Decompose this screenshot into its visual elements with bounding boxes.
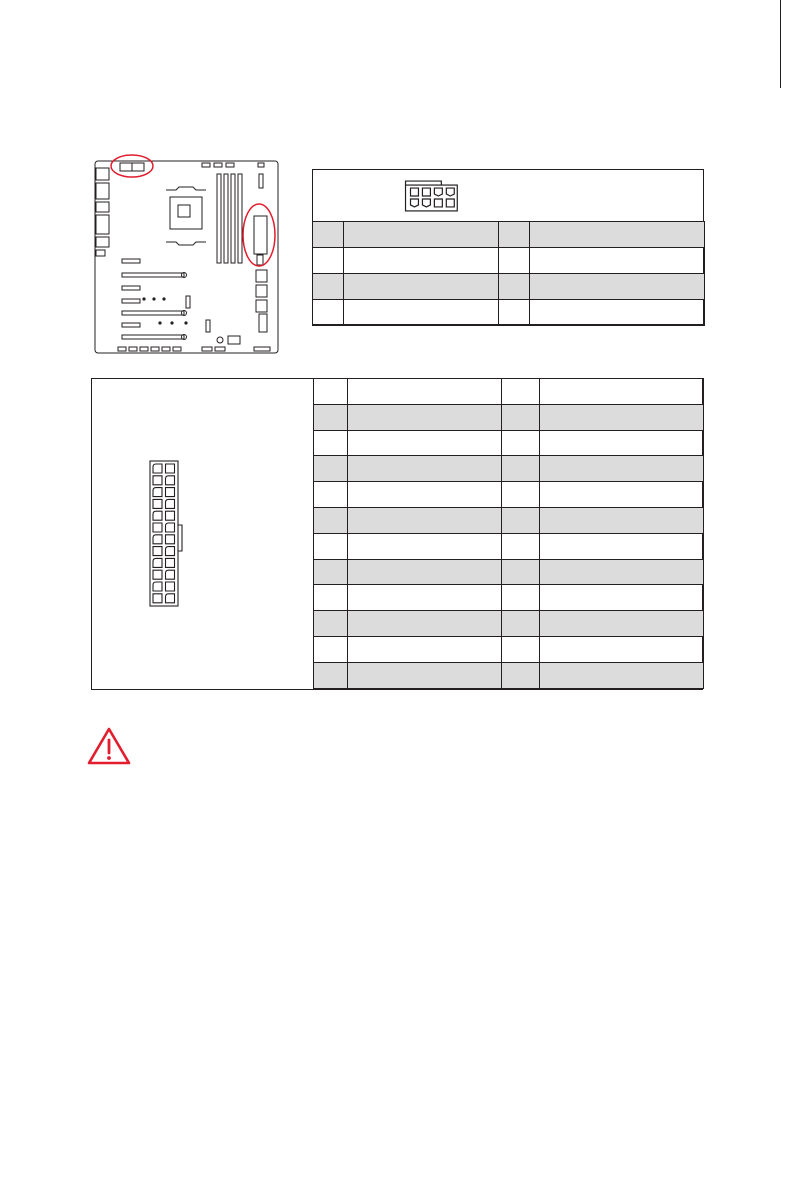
signal-name — [540, 559, 704, 585]
signal-name — [348, 533, 502, 559]
signal-name — [540, 507, 704, 533]
connector-pin — [166, 594, 175, 603]
pin-number — [313, 222, 344, 248]
connector-pin — [166, 464, 175, 473]
pin-number — [314, 533, 348, 559]
signal-name — [348, 482, 502, 508]
table-row — [314, 507, 704, 533]
pin-number — [502, 636, 540, 662]
connector-pin — [166, 535, 175, 544]
signal-name — [530, 248, 705, 274]
signal-name — [344, 274, 499, 300]
connector-pin — [153, 570, 162, 579]
table-row — [313, 222, 705, 248]
signal-name — [348, 585, 502, 611]
signal-name — [344, 300, 499, 326]
eight-pin-table — [312, 221, 705, 326]
connector-pin — [153, 594, 162, 603]
pin-number — [313, 248, 344, 274]
table-row — [314, 430, 704, 456]
pin-number — [499, 222, 530, 248]
pin-number — [314, 585, 348, 611]
signal-name — [540, 611, 704, 637]
page-edge-line — [780, 0, 781, 88]
signal-name — [540, 662, 704, 688]
signal-name — [348, 636, 502, 662]
connector-pin — [153, 582, 162, 591]
signal-name — [348, 662, 502, 688]
signal-name — [348, 430, 502, 456]
pin-number — [502, 379, 540, 405]
eight-pin-power-section — [312, 169, 704, 325]
connector-pin — [166, 476, 175, 485]
connector-pin — [166, 499, 175, 508]
pin-number — [314, 559, 348, 585]
connector-pin — [153, 558, 162, 567]
table-row — [314, 456, 704, 482]
table-row — [313, 248, 705, 274]
pin-number — [502, 585, 540, 611]
table-row — [314, 636, 704, 662]
table-row — [314, 404, 704, 430]
table-row — [313, 300, 705, 326]
connector-pin — [166, 488, 175, 497]
pin-number — [499, 300, 530, 326]
pin-number — [314, 379, 348, 405]
pin-number — [502, 430, 540, 456]
table-row — [313, 274, 705, 300]
connector-pin — [153, 464, 162, 473]
connector-pin — [166, 547, 175, 556]
pin-number — [313, 274, 344, 300]
signal-name — [348, 559, 502, 585]
pin-number — [313, 300, 344, 326]
pin-number — [314, 456, 348, 482]
pin-number — [502, 456, 540, 482]
pin-number — [499, 248, 530, 274]
signal-name — [540, 585, 704, 611]
signal-name — [540, 636, 704, 662]
connector-pin — [153, 499, 162, 508]
eight-pin-connector-diagram — [313, 170, 703, 222]
connector-pin — [153, 476, 162, 485]
pin-number — [314, 636, 348, 662]
signal-name — [348, 456, 502, 482]
signal-name — [344, 222, 499, 248]
signal-name — [540, 456, 704, 482]
atx-24pin-connector-diagram — [92, 379, 314, 689]
pin-number — [502, 404, 540, 430]
table-row — [314, 662, 704, 688]
connector-pin — [153, 523, 162, 532]
pin-number — [502, 559, 540, 585]
signal-name — [540, 404, 704, 430]
pin-number — [314, 404, 348, 430]
table-row — [314, 533, 704, 559]
signal-name — [530, 274, 705, 300]
table-row — [314, 611, 704, 637]
signal-name — [348, 507, 502, 533]
atx-connector-panel — [92, 379, 314, 689]
warning-triangle-icon — [86, 726, 132, 766]
signal-name — [530, 222, 705, 248]
table-row — [314, 559, 704, 585]
signal-name — [540, 482, 704, 508]
signal-name — [540, 379, 704, 405]
connector-pin — [166, 511, 175, 520]
pin-number — [314, 430, 348, 456]
pin-number — [502, 482, 540, 508]
atx-24pin-power-section — [91, 378, 703, 690]
pin-number — [314, 507, 348, 533]
pin-number — [314, 611, 348, 637]
pin-number — [499, 274, 530, 300]
atx-24pin-table — [313, 378, 704, 689]
connector-pin — [166, 558, 175, 567]
signal-name — [348, 379, 502, 405]
pin-number — [502, 507, 540, 533]
connector-pin — [153, 535, 162, 544]
connector-pin — [153, 511, 162, 520]
table-row — [314, 482, 704, 508]
connector-pin — [166, 570, 175, 579]
pin-number — [502, 533, 540, 559]
pin-number — [314, 662, 348, 688]
table-row — [314, 379, 704, 405]
table-row — [314, 585, 704, 611]
signal-name — [344, 248, 499, 274]
signal-name — [348, 611, 502, 637]
connector-pin — [153, 547, 162, 556]
pin-number — [314, 482, 348, 508]
signal-name — [540, 430, 704, 456]
signal-name — [540, 533, 704, 559]
connector-pin — [153, 488, 162, 497]
signal-name — [530, 300, 705, 326]
motherboard-diagram — [88, 152, 282, 358]
pin-number — [502, 611, 540, 637]
connector-pin — [166, 582, 175, 591]
pin-number — [502, 662, 540, 688]
signal-name — [348, 404, 502, 430]
connector-pin — [166, 523, 175, 532]
